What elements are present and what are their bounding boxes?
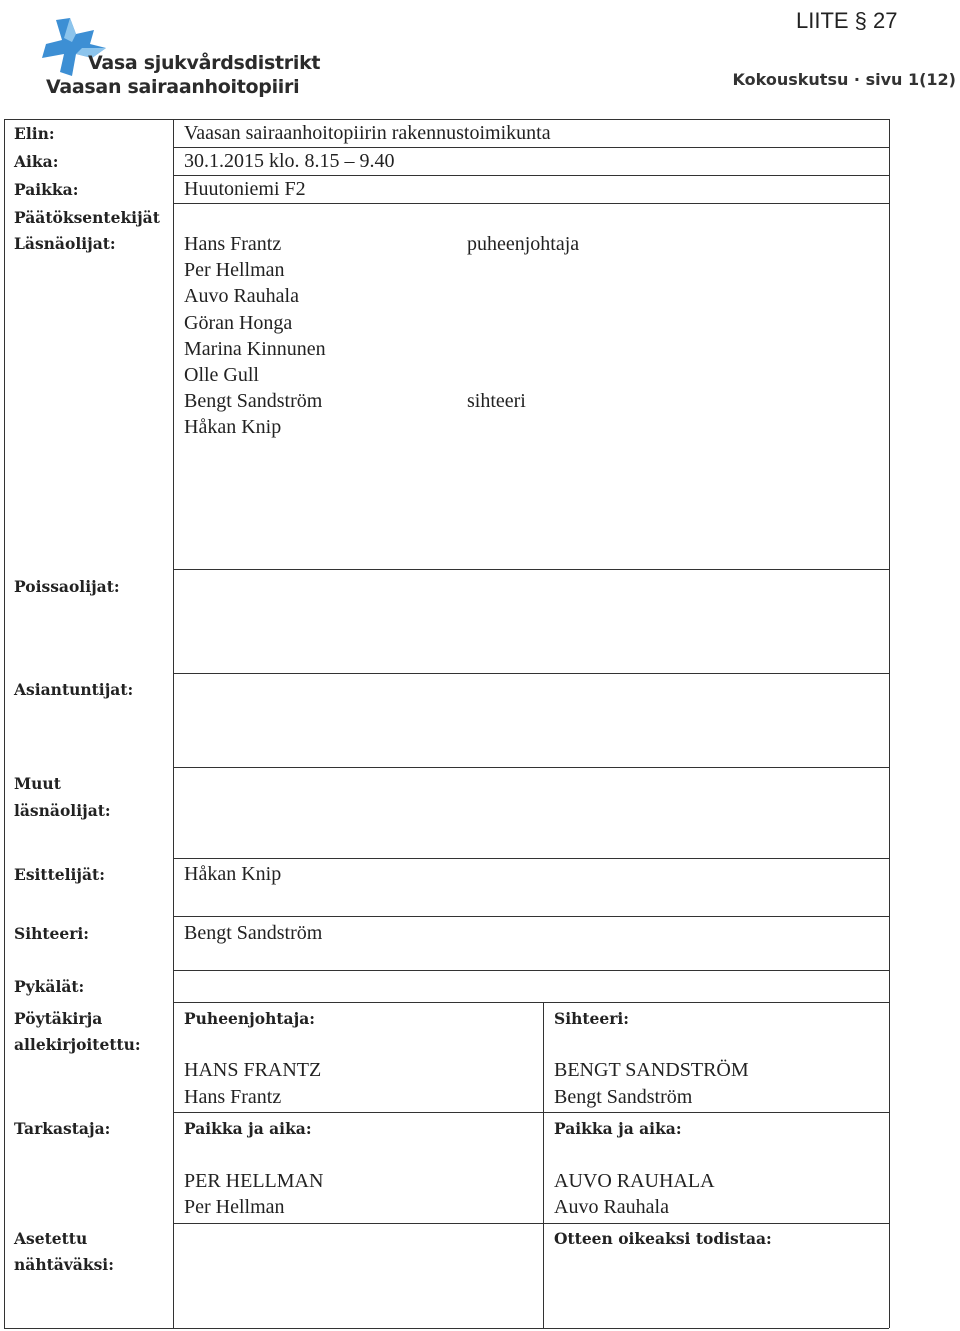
place-value: Huutoniemi F2 xyxy=(184,178,306,200)
present-label: Läsnäolijat: xyxy=(14,234,116,253)
secretary-role: sihteeri xyxy=(467,390,526,412)
chair-name-caps: HANS FRANTZ xyxy=(184,1059,322,1081)
secretary-value: Bengt Sandström xyxy=(184,922,323,944)
place-time-label-2: Paikka ja aika: xyxy=(554,1119,682,1138)
body-value: Vaasan sairaanhoitopiirin rakennustoimikunta xyxy=(184,122,551,144)
posted-label-line1: Asetettu xyxy=(14,1229,88,1248)
members-list xyxy=(184,231,326,441)
reviewer2-name-caps: AUVO RAUHALA xyxy=(554,1170,715,1192)
place-label: Paikka: xyxy=(14,180,79,199)
time-value: 30.1.2015 klo. 8.15 – 9.40 xyxy=(184,150,395,172)
reviewer1-name-caps: PER HELLMAN xyxy=(184,1170,324,1192)
presenters-label: Esittelijät: xyxy=(14,865,105,884)
chair-signature-label: Puheenjohtaja: xyxy=(184,1009,315,1028)
attachment-label: LIITE § 27 xyxy=(796,8,898,33)
posted-label-line2: nähtäväksi: xyxy=(14,1255,114,1274)
sections-label: Pykälät: xyxy=(14,977,85,996)
reviewer2-name: Auvo Rauhala xyxy=(554,1196,669,1218)
chair-role: puheenjohtaja xyxy=(467,233,580,255)
list-item: Göran Honga xyxy=(184,311,293,334)
time-label: Aika: xyxy=(14,152,59,171)
reviewer1-name: Per Hellman xyxy=(184,1196,285,1218)
minutes-label-line2: allekirjoitettu: xyxy=(14,1035,141,1054)
presenters-value: Håkan Knip xyxy=(184,863,282,885)
list-item: Per Hellman xyxy=(184,259,285,282)
secretary-name: Bengt Sandström xyxy=(554,1086,693,1108)
list-item: Hans Frantz xyxy=(184,233,282,255)
reviewer-label: Tarkastaja: xyxy=(14,1119,111,1138)
chair-name: Hans Frantz xyxy=(184,1086,282,1108)
list-item: Bengt Sandström xyxy=(184,390,323,413)
experts-label: Asiantuntijat: xyxy=(14,680,134,699)
logo-text-finnish: Vaasan sairaanhoitopiiri xyxy=(46,76,300,98)
secretary-label: Sihteeri: xyxy=(14,924,90,943)
list-item: Marina Kinnunen xyxy=(184,337,326,360)
logo-text-swedish: Vasa sjukvårdsdistrikt xyxy=(88,52,321,74)
list-item: Håkan Knip xyxy=(184,416,282,439)
others-label-line2: läsnäolijat: xyxy=(14,801,111,820)
secretary-name-caps: BENGT SANDSTRÖM xyxy=(554,1059,749,1081)
page-info: Kokouskutsu · sivu 1(12) xyxy=(732,70,956,89)
others-label-line1: Muut xyxy=(14,774,61,793)
list-item: Auvo Rauhala xyxy=(184,285,299,308)
decision-makers-label: Päätöksentekijät xyxy=(14,208,160,227)
list-item: Olle Gull xyxy=(184,363,259,386)
minutes-label-line1: Pöytäkirja xyxy=(14,1009,103,1028)
place-time-label-1: Paikka ja aika: xyxy=(184,1119,312,1138)
secretary-signature-label: Sihteeri: xyxy=(554,1009,630,1028)
body-label: Elin: xyxy=(14,124,55,143)
certified-label: Otteen oikeaksi todistaa: xyxy=(554,1229,772,1248)
absent-label: Poissaolijat: xyxy=(14,577,120,596)
